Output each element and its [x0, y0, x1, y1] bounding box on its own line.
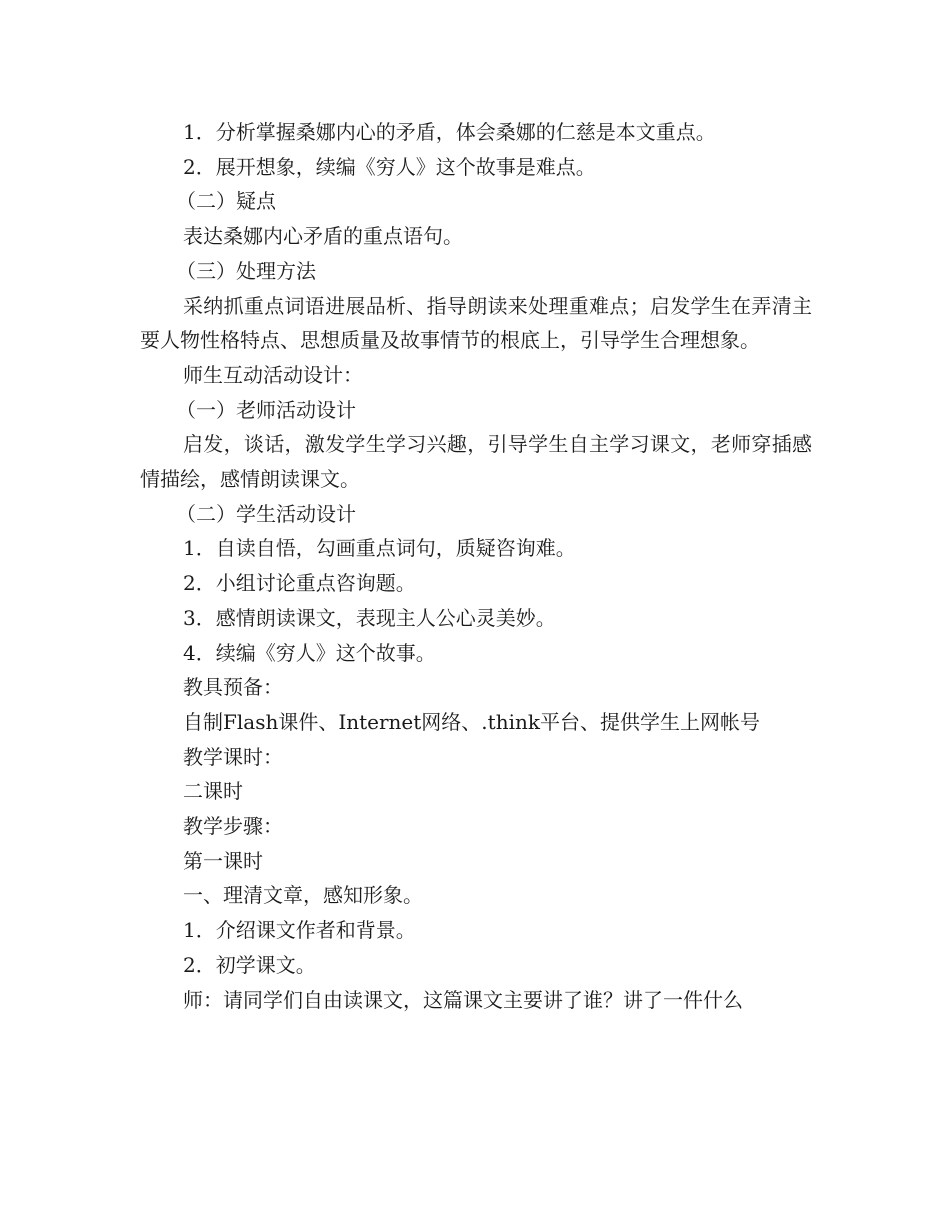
text-line: 一、理清文章，感知形象。 [183, 883, 423, 908]
text-line: 二课时 [183, 779, 243, 804]
text-line: 1．分析掌握桑娜内心的矛盾，体会桑娜的仁慈是本文重点。 [183, 120, 716, 144]
section-heading: （一）老师活动设计 [176, 397, 356, 422]
paragraph: 师：请同学们自由读课文，这篇课文主要讲了谁？讲了一件什么 [183, 987, 743, 1012]
section-heading: 教具预备： [183, 675, 283, 700]
section-heading: （二）疑点 [176, 189, 276, 214]
section-heading: 师生互动活动设计： [183, 362, 363, 387]
text-line: 第一课时 [183, 848, 263, 873]
document-page [140, 115, 812, 1017]
paragraph: 启发，谈话，激发学生学习兴趣，引导学生自主学习课文，老师穿插感情描绘，感情朗读课文。 [140, 432, 812, 492]
section-heading: （三）处理方法 [176, 258, 316, 283]
text-line: 1．自读自悟，勾画重点词句，质疑咨询难。 [183, 536, 576, 561]
section-heading: （二）学生活动设计 [176, 501, 356, 526]
paragraph: 采纳抓重点词语进展品析、指导朗读来处理重难点；启发学生在弄清主要人物性格特点、思想质量及故事情节的根底上，引导学生合理想象。 [140, 293, 812, 353]
text-line: 3．感情朗读课文，表现主人公心灵美妙。 [183, 605, 556, 630]
text-line: 2．展开想象，续编《穷人》这个故事是难点。 [183, 154, 596, 179]
text-line: 2．初学课文。 [183, 952, 316, 977]
text-line: 表达桑娜内心矛盾的重点语句。 [183, 224, 463, 249]
paragraph: 自制Flash课件、Internet网络、.think平台、提供学生上网帐号 [183, 709, 760, 734]
section-heading: 教学课时： [183, 744, 283, 769]
text-line: 1．介绍课文作者和背景。 [183, 918, 416, 943]
text-line: 2．小组讨论重点咨询题。 [183, 571, 416, 596]
section-heading: 教学步骤： [183, 814, 283, 839]
text-line: 4．续编《穷人》这个故事。 [183, 640, 436, 665]
